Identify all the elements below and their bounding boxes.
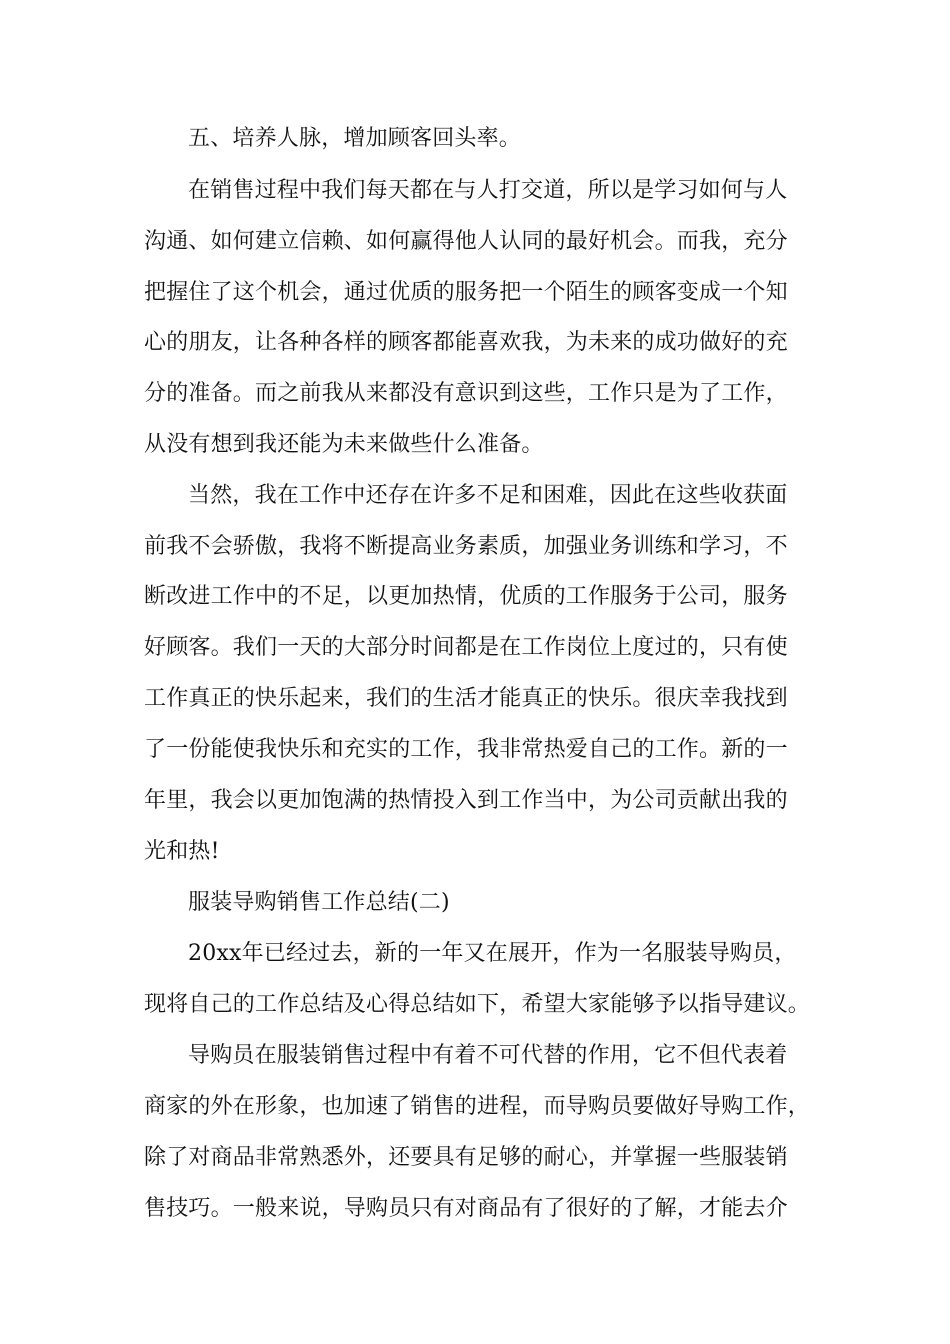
paragraph-line: 把握住了这个机会，通过优质的服务把一个陌生的顾客变成一个知	[144, 280, 788, 305]
paragraph-line: 在销售过程中我们每天都在与人打交道，所以是学习如何与人	[188, 178, 788, 203]
section-heading: 五、培养人脉，增加顾客回头率。	[188, 126, 522, 151]
paragraph-line: 导购员在服装销售过程中有着不可代替的作用，它不但代表着	[188, 1043, 788, 1068]
paragraph-line: 从没有想到我还能为未来做些什么准备。	[144, 432, 544, 457]
paragraph-line: 除了对商品非常熟悉外，还要具有足够的耐心，并掌握一些服装销	[144, 1145, 788, 1170]
paragraph-line: 光和热!	[144, 839, 220, 864]
paragraph-line: 了一份能使我快乐和充实的工作，我非常热爱自己的工作。新的一	[144, 737, 788, 762]
paragraph-line: 沟通、如何建立信赖、如何赢得他人认同的最好机会。而我，充分	[144, 229, 788, 254]
subtitle: 服装导购销售工作总结(二)	[188, 890, 450, 915]
paragraph-line: 现将自己的工作总结及心得总结如下，希望大家能够予以指导建议。	[144, 992, 811, 1017]
paragraph-line: 20xx年已经过去，新的一年又在展开，作为一名服装导购员，	[188, 941, 797, 966]
paragraph-line: 年里，我会以更加饱满的热情投入到工作当中，为公司贡献出我的	[144, 788, 788, 813]
paragraph-line: 前我不会骄傲，我将不断提高业务素质，加强业务训练和学习，不	[144, 534, 788, 559]
paragraph-line: 商家的外在形象，也加速了销售的进程，而导购员要做好导购工作，	[144, 1094, 811, 1119]
paragraph-line: 好顾客。我们一天的大部分时间都是在工作岗位上度过的，只有使	[144, 635, 788, 660]
paragraph-line: 心的朋友，让各种各样的顾客都能喜欢我，为未来的成功做好的充	[144, 330, 788, 355]
paragraph-line: 当然，我在工作中还存在许多不足和困难，因此在这些收获面	[188, 483, 788, 508]
paragraph-line: 工作真正的快乐起来，我们的生活才能真正的快乐。很庆幸我找到	[144, 686, 788, 711]
paragraph-line: 分的准备。而之前我从来都没有意识到这些，工作只是为了工作，	[144, 381, 788, 406]
paragraph-line: 售技巧。一般来说，导购员只有对商品有了很好的了解，才能去介	[144, 1196, 788, 1221]
paragraph-line: 断改进工作中的不足，以更加热情，优质的工作服务于公司，服务	[144, 584, 788, 609]
